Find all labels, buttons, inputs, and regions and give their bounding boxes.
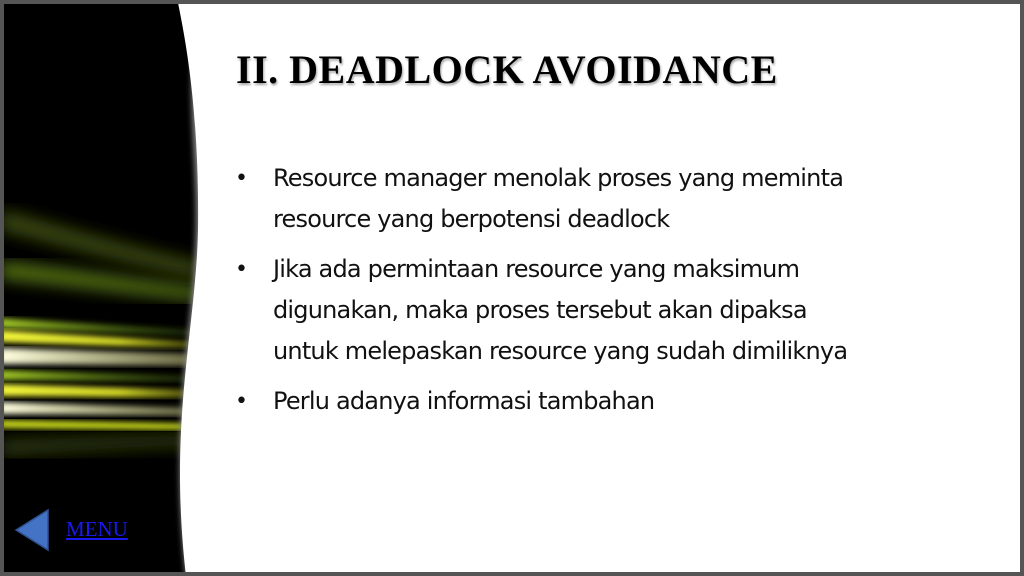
menu-link[interactable]: MENU — [66, 516, 128, 541]
triangle-left-icon[interactable] — [14, 508, 50, 552]
bullet-glyph: • — [235, 166, 248, 191]
bullet-item — [232, 158, 992, 240]
menu-navigation — [14, 508, 128, 552]
bullet-item — [232, 249, 992, 372]
bullet-line: Jika ada permintaan resource yang maksimum — [273, 255, 800, 283]
bullet-glyph: • — [235, 389, 248, 414]
bullet-line: resource yang berpotensi deadlock — [273, 205, 670, 233]
bullet-line: Perlu adanya informasi tambahan — [273, 387, 655, 415]
bullet-glyph: • — [235, 257, 248, 282]
bullet-line: Resource manager menolak proses yang meminta — [273, 164, 844, 192]
slide-title: II. DEADLOCK AVOIDANCE — [236, 47, 778, 92]
bullet-line: digunakan, maka proses tersebut akan dipaksa — [273, 296, 807, 324]
bullet-line: untuk melepaskan resource yang sudah dimiliknya — [273, 337, 848, 365]
bullet-list — [232, 158, 992, 422]
bullet-item — [232, 381, 992, 422]
slide-content — [232, 158, 992, 431]
